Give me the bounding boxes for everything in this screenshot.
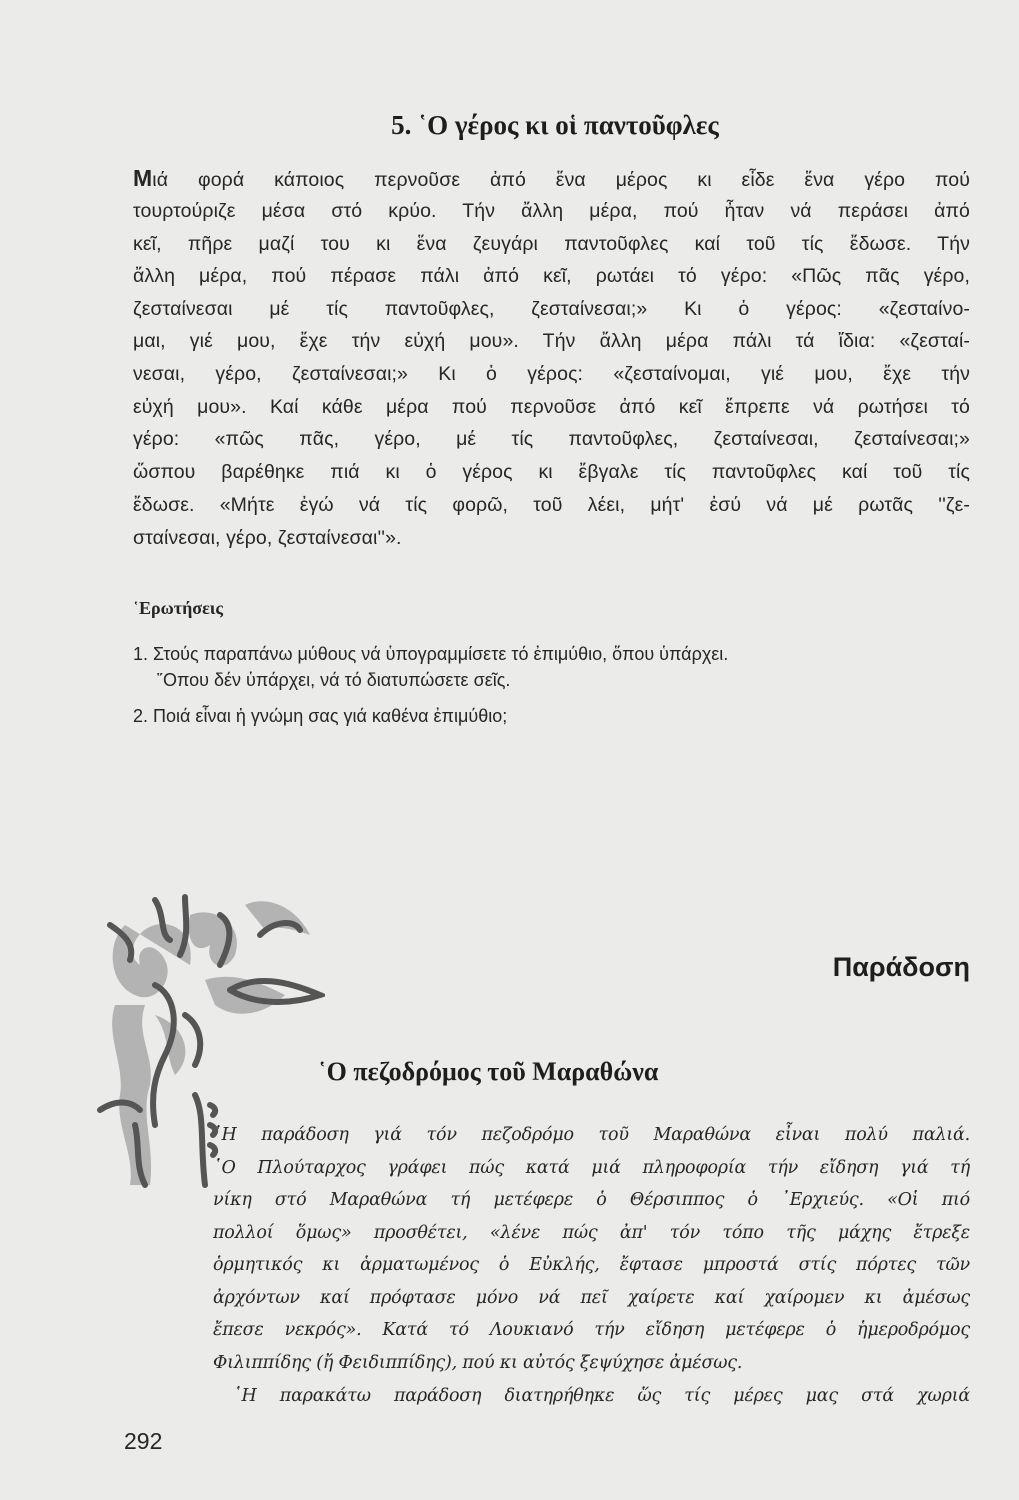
story-line: ζεσταίνεσαι μέ τίς παντοῦφλες, ζεσταίνεσαι;» Κι ὁ γέρος: «ζεσταίνο-	[133, 298, 970, 320]
story-line: κεῖ, πῆρε μαζί του κι ἕνα ζευγάρι παντοῦφλες καί τοῦ τίς ἔδωσε. Τήν	[133, 233, 970, 255]
tradition-line: ὁρμητικός κι ἁρματωμένος ὁ Εὐκλής, ἔφτασε μπροστά στίς πόρτες τῶν	[213, 1255, 970, 1275]
tradition-line: πολλοί ὅμως» προσθέτει, «λένε πώς ἀπ' τόν τόπο τῆς μάχης ἔτρεξε	[213, 1223, 970, 1243]
story-line: ἔδωσε. «Μήτε ἐγώ νά τίς φορῶ, τοῦ λέει, μήτ' ἐσύ νά μέ ρωτᾶς ''ζε-	[133, 494, 970, 516]
page-number: 292	[124, 1428, 163, 1454]
drop-letter: Μ	[133, 165, 153, 191]
story-line: νεσαι, γέρο, ζεσταίνεσαι;» Κι ὁ γέρος: «ζεσταίνομαι, γιέ μου, ἔχε τήν	[133, 363, 970, 385]
tradition-line: ἔπεσε νεκρός». Κατά τό Λουκιανό τήν εἴδηση μετέφερε ὁ ἡμεροδρόμος	[213, 1320, 970, 1340]
story-line-text: ιά φορά κάποιος περνοῦσε ἀπό ἕνα μέρος κι εἶδε ἕνα γέρο πού	[152, 169, 970, 191]
story-line	[133, 165, 970, 191]
story-line: σταίνεσαι, γέρο, ζεσταίνεσαι''».	[133, 527, 402, 549]
story-line: εὐχή μου». Καί κάθε μέρα πού περνοῦσε ἀπό κεῖ ἔπρεπε νά ρωτήσει τό	[133, 396, 970, 418]
tradition-line: Φιλιππίδης (ἤ Φειδιππίδης), πού κι αὐτός ξεψύχησε ἀμέσως.	[213, 1353, 743, 1373]
tradition-title: ῾Ο πεζοδρόμος τοῦ Μαραθώνα	[318, 1057, 659, 1086]
story-line: γέρο: «πῶς πᾶς, γέρο, μέ τίς παντοῦφλες, ζεσταίνεσαι, ζεσταίνεσαι;»	[133, 428, 970, 450]
story-line: μαι, γιέ μου, ἔχε τήν εὐχή μου». Τήν ἄλλη μέρα πάλι τά ἴδια: «ζεσταί-	[133, 330, 970, 352]
question-1-cont: ῞Οπου δέν ὑπάρχει, νά τό διατυπώσετε σεῖς.	[157, 670, 511, 690]
question-2: 2. Ποιά εἶναι ἡ γνώμη σας γιά καθένα ἐπιμύθιο;	[133, 706, 508, 726]
story-line: τουρτούριζε μέσα στό κρύο. Τήν ἄλλη μέρα, πού ἦταν νά περάσει ἀπό	[133, 200, 970, 222]
tradition-line: ἀρχόντων καί πρόφτασε μόνο νά πεῖ χαίρετε καί χαίρομεν κι ἀμέσως	[213, 1288, 970, 1308]
questions-heading: ῾Ερωτήσεις	[133, 598, 223, 618]
question-1: 1. Στούς παραπάνω μύθους νά ὑπογραμμίσετε τό ἐπιμύθιο, ὅπου ὑπάρχει.	[133, 644, 729, 664]
story-line: ἄλλη μέρα, πού πέρασε πάλι ἀπό κεῖ, ρωτάει τό γέρο: «Πῶς πᾶς γέρο,	[133, 265, 970, 287]
tradition-line: ῾Ο Πλούταρχος γράφει πώς κατά μιά πληροφορία τήν εἴδηση γιά τή	[213, 1158, 970, 1178]
tradition-line: νίκη στό Μαραθώνα τή μετέφερε ὁ Θέρσιππος ὁ ᾿Ερχιεύς. «Οἱ πιό	[213, 1190, 970, 1210]
story-line: ὥσπου βαρέθηκε πιά κι ὁ γέρος κι ἔβγαλε τίς παντοῦφλες καί τοῦ τίς	[133, 461, 970, 483]
tradition-line: ῾Η παρακάτω παράδοση διατηρήθηκε ὥς τίς μέρες μας στά χωριά	[233, 1386, 970, 1406]
section-label: Παράδοση	[832, 952, 970, 982]
tradition-line: ῾Η παράδοση γιά τόν πεζοδρόμο τοῦ Μαραθώνα εἶναι πολύ παλιά.	[213, 1125, 970, 1145]
story-title: 5. ῾Ο γέρος κι οἱ παντοῦφλες	[391, 110, 719, 140]
